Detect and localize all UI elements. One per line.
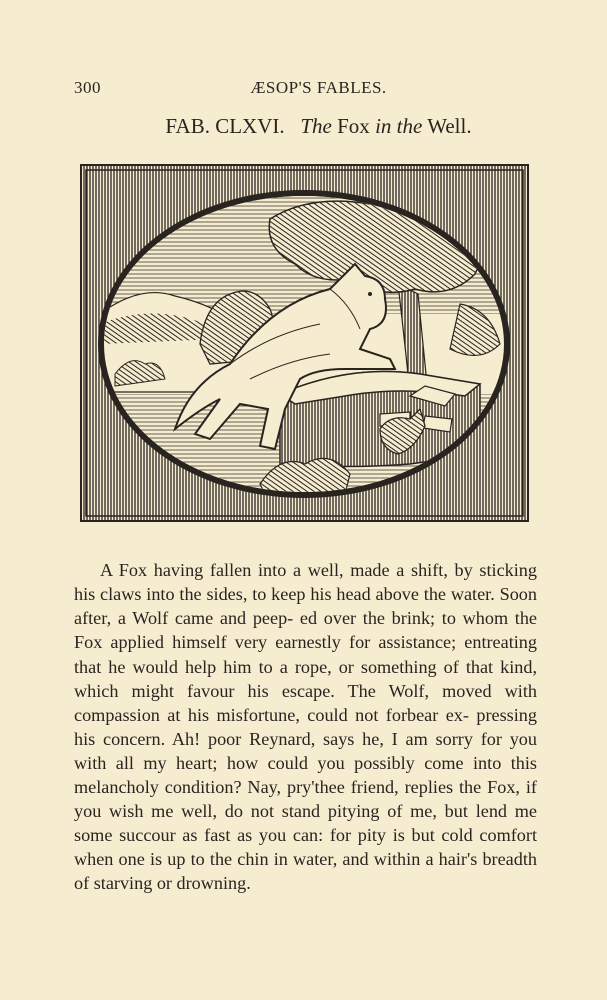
page-number: 300 bbox=[74, 78, 101, 97]
title-word-well: Well. bbox=[427, 114, 472, 138]
title-words-in-the: in the bbox=[375, 114, 423, 138]
title-word-the: The bbox=[300, 114, 332, 138]
running-head: ÆSOP'S FABLES. bbox=[250, 78, 387, 97]
fable-title bbox=[0, 114, 607, 139]
woodcut-illustration bbox=[80, 164, 529, 522]
fable-text: A Fox having fallen into a well, made a shift, by sticking his claws into the sides, to keep his head above the water. Soon after, a Wolf came and peep- ed over the brink; to whom the Fox applied himself very earnestly for assistance; entreating that he would help him to a rope, or something of that kind, which might favour his escape. The Wolf, moved with compassion at his misfortune, could not forbear ex- pressing his concern. Ah! poor Reynard, says he, I am sorry for you with all my heart; how could you possibly come into this melancholy condition? Nay, pry'thee friend, replies the Fox, if you wish me well, do not stand pitying of me, but lend me some succour as fast as you can: for pity is but cold comfort when one is up to the chin in water, and within a hair's breadth of starving or drowning. bbox=[74, 560, 537, 894]
fable-number: FAB. CLXVI. bbox=[165, 114, 285, 138]
title-word-fox: Fox bbox=[337, 114, 370, 138]
